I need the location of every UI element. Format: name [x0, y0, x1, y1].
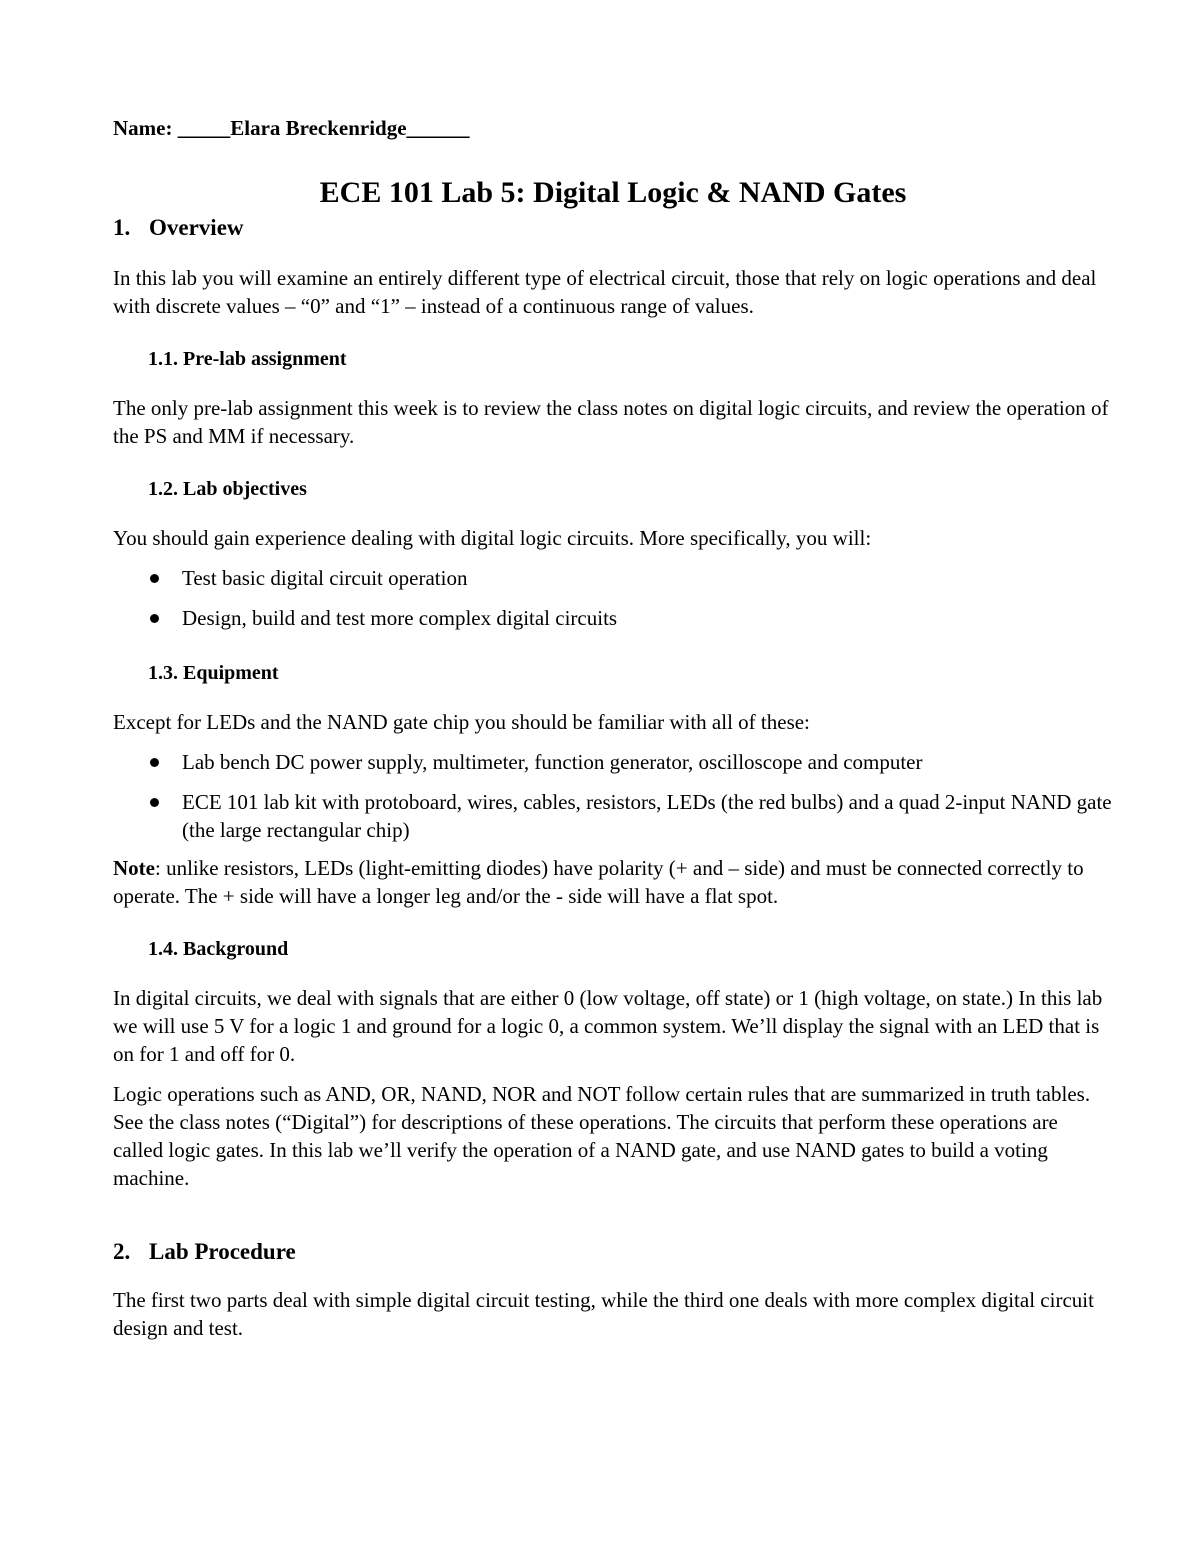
list-item: [113, 564, 1113, 592]
bullet-icon: [150, 614, 159, 623]
list-item-text: Design, build and test more complex digital circuits: [182, 606, 618, 630]
note-label: Note: [113, 856, 155, 880]
background-paragraph-2: Logic operations such as AND, OR, NAND, NOR and NOT follow certain rules that are summarized in truth tables. See the class notes (“Digital”) for descriptions of these operations. The circuits that perform these operations are called logic gates. In this lab we’ll verify the operation of a NAND gate, and use NAND gates to build a voting machine.: [113, 1082, 1091, 1190]
list-item: [113, 604, 1113, 632]
section-title: Overview: [149, 215, 244, 240]
bullet-icon: [150, 798, 159, 807]
bullet-icon: [150, 758, 159, 767]
section-title: Lab Procedure: [149, 1239, 296, 1264]
document-title: ECE 101 Lab 5: Digital Logic & NAND Gates: [319, 176, 907, 209]
section-overview-heading: [113, 212, 1113, 244]
background-heading: 1.4. Background: [148, 938, 289, 960]
equipment-note: [113, 854, 1113, 910]
objectives-intro: You should gain experience dealing with digital logic circuits. More specifically, you will:: [113, 526, 872, 550]
list-item: [113, 748, 1113, 776]
document-page: [113, 112, 1113, 1342]
overview-paragraph: In this lab you will examine an entirely different type of electrical circuit, those that rely on logic operations and deal with discrete values – “0” and “1” – instead of a continuous range of values.: [113, 266, 1097, 318]
section-number: 2.: [113, 1239, 131, 1264]
student-name-line: Name: _____Elara Breckenridge______: [113, 116, 470, 140]
equipment-heading: 1.3. Equipment: [148, 662, 279, 684]
prelab-paragraph: The only pre-lab assignment this week is to review the class notes on digital logic circuits, and review the operation of the PS and MM if necessary.: [113, 396, 1109, 448]
objectives-heading: 1.2. Lab objectives: [148, 478, 307, 500]
list-item: [113, 788, 1113, 844]
equipment-list: [113, 748, 1113, 844]
section-number: 1.: [113, 215, 131, 240]
list-item-text: Lab bench DC power supply, multimeter, function generator, oscilloscope and computer: [182, 750, 923, 774]
objectives-list: [113, 564, 1113, 632]
list-item-text: Test basic digital circuit operation: [182, 566, 468, 590]
section-procedure-heading: [113, 1236, 1113, 1268]
list-item-text: ECE 101 lab kit with protoboard, wires, cables, resistors, LEDs (the red bulbs) and a quad 2-input NAND gate (the large rectangular chip): [182, 790, 1112, 842]
procedure-paragraph: The first two parts deal with simple digital circuit testing, while the third one deals with more complex digital circuit design and test.: [113, 1288, 1094, 1340]
prelab-heading: 1.1. Pre-lab assignment: [148, 348, 347, 370]
note-text: : unlike resistors, LEDs (light-emitting diodes) have polarity (+ and – side) and must be connected correctly to operate. The + side will have a longer leg and/or the - side will have a flat spot.: [113, 856, 1084, 908]
equipment-intro: Except for LEDs and the NAND gate chip you should be familiar with all of these:: [113, 710, 810, 734]
background-paragraph-1: In digital circuits, we deal with signals that are either 0 (low voltage, off state) or 1 (high voltage, on state.) In this lab we will use 5 V for a logic 1 and ground for a logic 0, a common system. We’ll display the signal with an LED that is on for 1 and off for 0.: [113, 986, 1103, 1066]
bullet-icon: [150, 574, 159, 583]
